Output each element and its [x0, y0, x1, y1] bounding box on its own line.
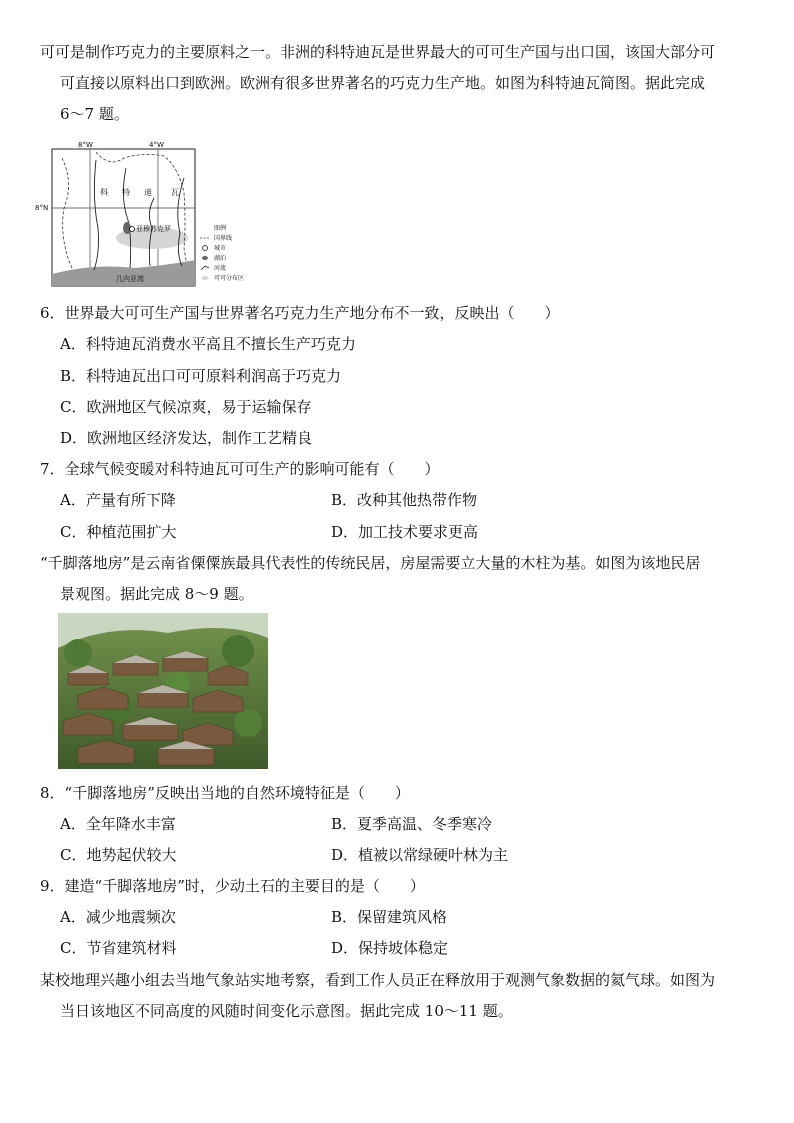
- intro-text-line: “千脚落地房”是云南省傈僳族最具代表性的传统民居，房屋需要立大量的木柱为基。如图为该地民居: [40, 554, 701, 572]
- cote-divoire-map: [34, 138, 264, 290]
- question-8-option-a: A．全年降水丰富: [60, 815, 176, 833]
- legend-label: 国界线: [214, 235, 233, 242]
- question-9-option-d: D．保持坡体稳定: [331, 939, 449, 957]
- question-6-option-c: C．欧洲地区气候凉爽，易于运输保存: [60, 398, 312, 416]
- question-7-option-a: A．产量有所下降: [60, 491, 176, 509]
- lon-label-8w: 8°W: [78, 141, 93, 149]
- intro-text-line: 某校地理兴趣小组去当地气象站实地考察，看到工作人员正在释放用于观测气象数据的氦气球。如图为: [40, 971, 716, 989]
- question-6-option-d: D．欧洲地区经济发达，制作工艺精良: [60, 429, 313, 447]
- question-9-option-b: B．保留建筑风格: [331, 908, 448, 926]
- city-marker: [130, 227, 135, 232]
- city-icon: [203, 246, 208, 251]
- intro-text-line: 当日该地区不同高度的风随时间变化示意图。据此完成 10～11 题。: [60, 1002, 513, 1020]
- country-char: 瓦: [171, 188, 179, 197]
- intro-text-line: 可可是制作巧克力的主要原料之一。非洲的科特迪瓦是世界最大的可可生产国与出口国，该国大部分可: [40, 43, 716, 61]
- legend-label: 湖泊: [214, 255, 227, 262]
- country-char: 迪: [144, 188, 152, 197]
- question-7-option-c: C．种植范围扩大: [60, 523, 177, 541]
- river-icon: [201, 266, 209, 270]
- question-7-option-d: D．加工技术要求更高: [331, 523, 479, 541]
- village-landscape-photo: [58, 613, 268, 769]
- question-8-stem: 8．“千脚落地房”反映出当地的自然环境特征是（ ）: [40, 784, 410, 802]
- country-char: 特: [122, 188, 130, 197]
- country-char: 科: [100, 188, 108, 197]
- intro-text-line: 6～7 题。: [60, 105, 129, 123]
- question-6-option-a: A．科特迪瓦消费水平高且不擅长生产巧克力: [60, 335, 356, 353]
- sea-label: 几内亚湾: [116, 275, 144, 283]
- cocoa-area-icon: [202, 276, 209, 280]
- legend-title: 图例: [214, 225, 227, 232]
- legend-label: 城市: [214, 245, 227, 252]
- intro-text-line: 可直接以原料出口到欧洲。欧洲有很多世界著名的巧克力生产地。如图为科特迪瓦简图。据此完成: [60, 74, 706, 92]
- lat-label-8n: 8°N: [35, 204, 49, 212]
- legend-label: 河流: [214, 265, 227, 272]
- legend-label: 可可分布区: [214, 275, 245, 282]
- question-7-option-b: B．改种其他热带作物: [331, 491, 478, 509]
- question-8-option-c: C．地势起伏较大: [60, 846, 177, 864]
- question-8-option-b: B．夏季高温、冬季寒冷: [331, 815, 493, 833]
- question-6-stem: 6．世界最大可可生产国与世界著名巧克力生产地分布不一致，反映出（ ）: [40, 304, 560, 322]
- question-9-stem: 9．建造“千脚落地房”时，少动土石的主要目的是（ ）: [40, 877, 425, 895]
- question-6-option-b: B．科特迪瓦出口可可原料利润高于巧克力: [60, 367, 342, 385]
- intro-text-line: 景观图。据此完成 8～9 题。: [60, 585, 254, 603]
- city-label: 亚穆苏克罗: [136, 225, 171, 233]
- lon-label-4w: 4°W: [149, 141, 164, 149]
- question-8-option-d: D．植被以常绿硬叶林为主: [331, 846, 509, 864]
- question-7-stem: 7．全球气候变暖对科特迪瓦可可生产的影响可能有（ ）: [40, 460, 440, 478]
- lake-icon: [202, 256, 208, 260]
- question-9-option-a: A．减少地震频次: [60, 908, 176, 926]
- question-9-option-c: C．节省建筑材料: [60, 939, 177, 957]
